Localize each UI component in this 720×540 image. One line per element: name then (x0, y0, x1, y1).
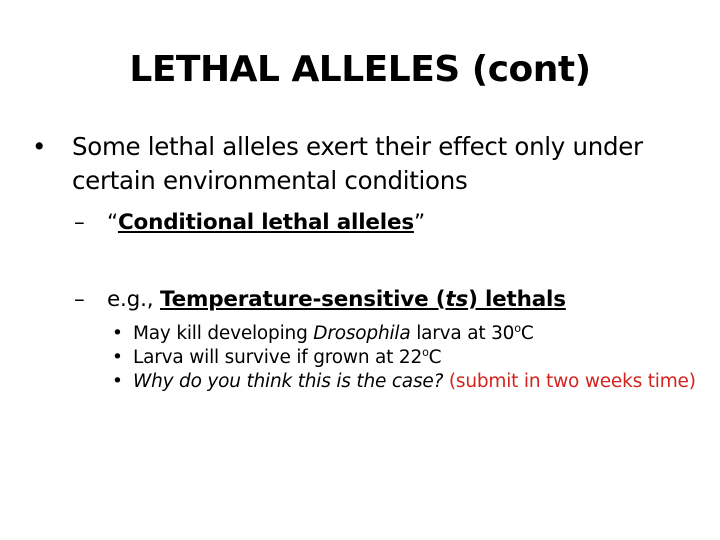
detail-item-2 (32, 346, 702, 370)
bullet-point-1 (32, 130, 702, 198)
open-quote: “ (107, 210, 118, 235)
bullet-point-1-text: Some lethal alleles exert their effect only under certain environmental conditions (72, 132, 643, 195)
close-quote: ” (413, 210, 425, 235)
ts-term-part-a: Temperature-sensitive ( (160, 287, 446, 312)
example-prefix: e.g., (107, 287, 161, 312)
bullet-icon: • (112, 323, 123, 344)
detail-item-3 (32, 370, 702, 394)
temperature-unit: C (428, 347, 442, 368)
slide-title: LETHAL ALLELES (cont) (129, 49, 591, 90)
ts-abbreviation: ts (445, 287, 469, 312)
dash-icon: – (74, 210, 85, 235)
bullet-icon: • (112, 347, 123, 368)
temperature-unit: C (520, 323, 534, 344)
degree-mark: o (422, 345, 429, 359)
detail-2-pre: Larva will survive if grown at 22 (133, 347, 423, 368)
detail-1-pre: May kill developing (133, 323, 314, 344)
conditional-term: Conditional lethal alleles (117, 210, 414, 235)
submission-note: (submit in two weeks time) (443, 371, 696, 392)
sub-point-conditional (32, 208, 702, 238)
detail-item-1 (32, 322, 702, 346)
detail-1-post: larva at 30 (410, 323, 515, 344)
slide-body (32, 130, 702, 394)
question-text: Why do you think this is the case? (133, 371, 444, 392)
bullet-icon: • (32, 132, 47, 161)
species-name: Drosophila (313, 323, 411, 344)
dash-icon: – (74, 287, 85, 312)
sub-point-example (32, 285, 702, 315)
degree-mark: o (514, 321, 521, 335)
ts-term-part-b: ) lethals (468, 287, 566, 312)
bullet-icon: • (112, 371, 123, 392)
